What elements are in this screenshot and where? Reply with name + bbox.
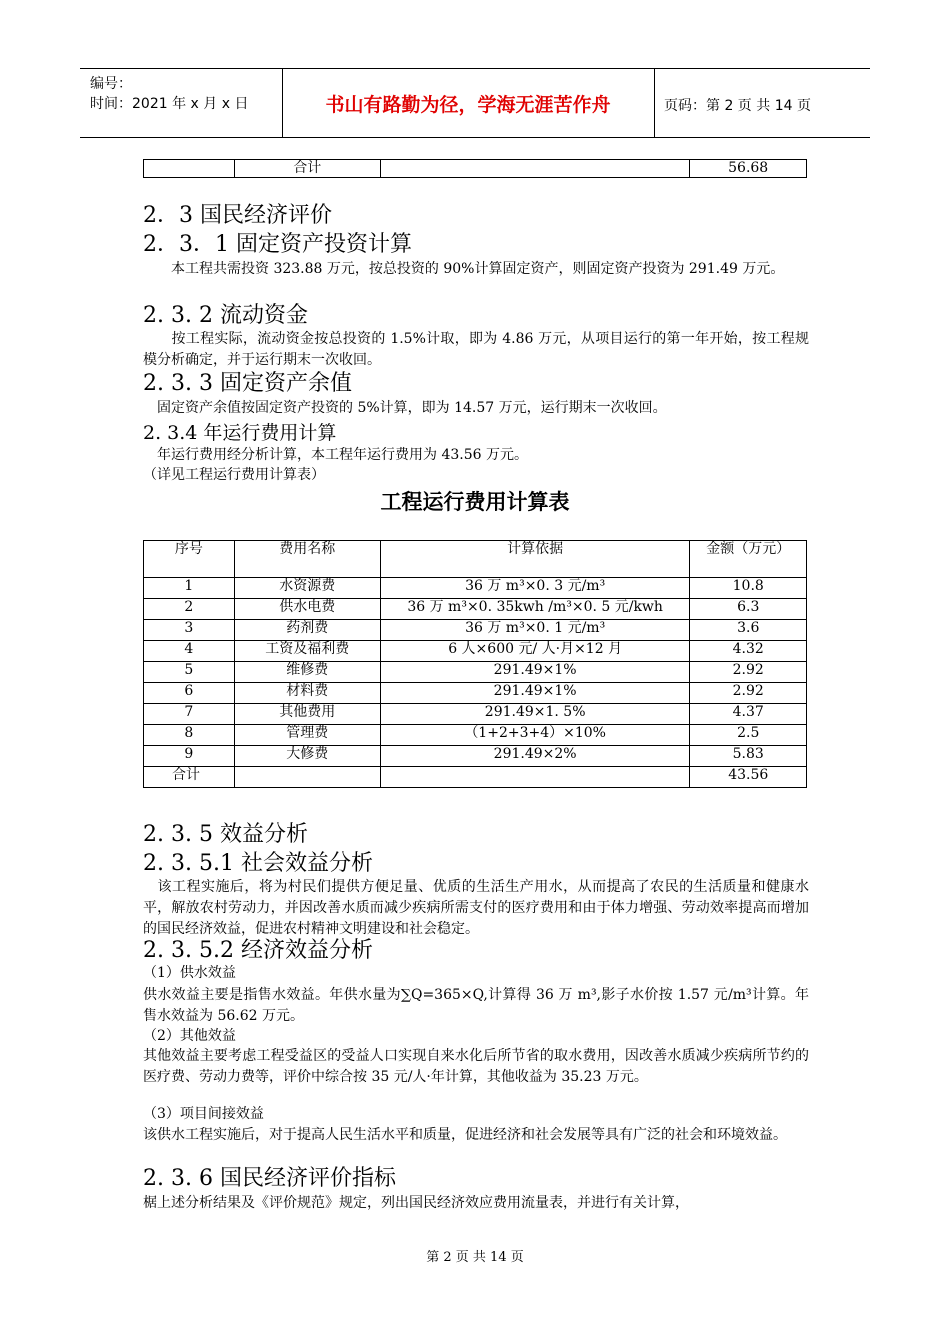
table-header-row [144, 541, 807, 578]
list-heading: （1）供水效益 [143, 965, 236, 981]
table-row: 2 供水电费 36 万 m³×0. 35kwh /m³×0. 5 元/kwh 6.3 [144, 599, 807, 620]
section-heading: 2．3．1 固定资产投资计算 [143, 232, 412, 257]
paragraph: 本工程共需投资 323.88 万元，按总投资的 90%计算固定资产，则固定资产投资为 291.49 万元。 [143, 261, 785, 277]
section-heading: 2. 3. 6 国民经济评价指标 [143, 1166, 396, 1191]
table-row: 8 管理费 （1+2+3+4）×10% 2.5 [144, 725, 807, 746]
table-row: 4 工资及福利费 6 人×600 元/ 人·月×12 月 4.32 [144, 641, 807, 662]
paragraph: 该工程实施后，将为村民们提供方便足量、优质的生活生产用水，从而提高了农民的生活质量和健康水平，解放农村劳动力，并因改善水质而减少疾病所需支付的医疗费用和由于体力增强、劳动效率提高而增加的国民经济效益，促进农村精神文明建设和社会稳定。 [143, 879, 809, 937]
table-row: 7 其他费用 291.49×1. 5% 4.37 [144, 704, 807, 725]
doc-date-label: 时间：2021 年 x 月 x 日 [90, 96, 249, 112]
paragraph: 其他效益主要考虑工程受益区的受益人口实现自来水化后所节省的取水费用，因改善水质减少疾病所节约的医疗费、劳动力费等，评价中综合按 35 元/人·年计算，其他收益为 35.23 万元。 [143, 1048, 809, 1085]
table-row: 1 水资源费 36 万 m³×0. 3 元/m³ 10.8 [144, 578, 807, 599]
header-cell: 金额（万元） [690, 541, 807, 578]
doc-number-label: 编号： [90, 76, 132, 92]
header-motto: 书山有路勤为径，学海无涯苦作舟 [282, 69, 655, 137]
cost-table-title: 工程运行费用计算表 [380, 490, 570, 514]
previous-table-fragment [143, 159, 807, 178]
table-total-value: 56.68 [690, 160, 807, 178]
section-heading: 2．3 国民经济评价 [143, 203, 332, 228]
table-row: 9 大修费 291.49×2% 5.83 [144, 746, 807, 767]
list-heading: （2）其他效益 [143, 1028, 236, 1044]
section-heading: 2. 3. 3 固定资产余值 [143, 371, 352, 396]
table-row: 3 药剂费 36 万 m³×0. 1 元/m³ 3.6 [144, 620, 807, 641]
header-cell: 序号 [144, 541, 235, 578]
table-total-row: 合计 43.56 [144, 767, 807, 788]
section-heading: 2. 3. 5 效益分析 [143, 822, 308, 847]
header-meta [80, 69, 283, 137]
section-heading: 2. 3. 5.2 经济效益分析 [143, 938, 373, 963]
section-heading: 2. 3. 2 流动资金 [143, 303, 308, 328]
page-footer: 第 2 页 共 14 页 [426, 1250, 524, 1265]
paragraph: 该供水工程实施后，对于提高人民生活水平和质量，促进经济和社会发展等具有广泛的社会和环境效益。 [143, 1127, 787, 1143]
list-heading: （3）项目间接效益 [143, 1106, 264, 1122]
paragraph: 椐上述分析结果及《评价规范》规定，列出国民经济效应费用流量表，并进行有关计算， [143, 1195, 689, 1211]
table-total-label: 合计 [234, 160, 380, 178]
header-cell: 费用名称 [234, 541, 380, 578]
paragraph: 年运行费用经分析计算，本工程年运行费用为 43.56 万元。 [143, 447, 528, 463]
paragraph: 按工程实际，流动资金按总投资的 1.5%计取，即为 4.86 万元，从项目运行的第一年开始，按工程规模分析确定，并于运行期末一次收回。 [143, 331, 809, 368]
section-heading: 2. 3. 5.1 社会效益分析 [143, 851, 373, 876]
paragraph: 固定资产余值按固定资产投资的 5%计算，即为 14.57 万元，运行期末一次收回。 [143, 400, 667, 416]
cost-table [143, 540, 807, 788]
paragraph: （详见工程运行费用计算表） [143, 467, 325, 483]
table-row: 6 材料费 291.49×1% 2.92 [144, 683, 807, 704]
table-row: 5 维修费 291.49×1% 2.92 [144, 662, 807, 683]
page-header [80, 68, 870, 138]
header-cell: 计算依据 [380, 541, 690, 578]
section-heading: 2. 3.4 年运行费用计算 [143, 422, 337, 444]
header-page-label: 页码：第 2 页 共 14 页 [664, 98, 811, 114]
paragraph: 供水效益主要是指售水效益。年供水量为∑Q=365×Q,计算得 36 万 m³,影子水价按 1.57 元/m³计算。年售水效益为 56.62 万元。 [143, 987, 809, 1024]
